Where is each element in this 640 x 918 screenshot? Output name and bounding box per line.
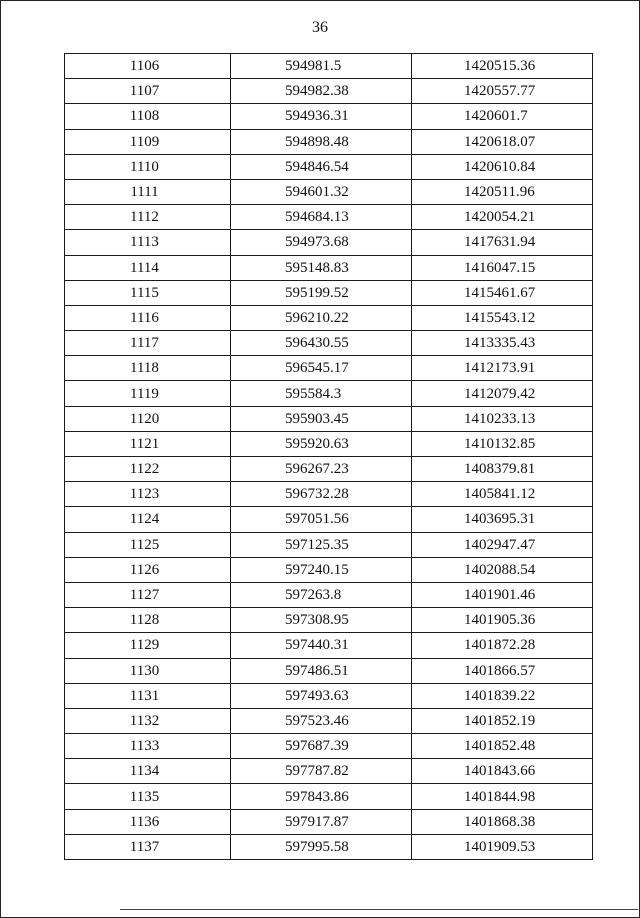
table-row (65, 809, 593, 834)
table-row (65, 305, 593, 330)
point-number-cell: 1132 (65, 708, 231, 733)
y-coordinate-cell: 1415543.12 (412, 305, 593, 330)
point-number-cell: 1109 (65, 129, 231, 154)
x-coordinate-cell: 597263.8 (231, 582, 412, 607)
x-coordinate-cell: 597125.35 (231, 532, 412, 557)
x-coordinate-cell: 595584.3 (231, 381, 412, 406)
x-coordinate-cell: 594898.48 (231, 129, 412, 154)
x-coordinate-cell: 594981.5 (231, 54, 412, 79)
point-number-cell: 1137 (65, 834, 231, 859)
coordinates-table-body (65, 54, 593, 860)
table-row (65, 54, 593, 79)
point-number-cell: 1106 (65, 54, 231, 79)
y-coordinate-cell: 1408379.81 (412, 457, 593, 482)
coordinates-table (64, 53, 593, 860)
x-coordinate-cell: 596267.23 (231, 457, 412, 482)
y-coordinate-cell: 1410233.13 (412, 406, 593, 431)
x-coordinate-cell: 594973.68 (231, 230, 412, 255)
table-row (65, 205, 593, 230)
y-coordinate-cell: 1401852.19 (412, 708, 593, 733)
point-number-cell: 1131 (65, 683, 231, 708)
table-row (65, 633, 593, 658)
point-number-cell: 1114 (65, 255, 231, 280)
y-coordinate-cell: 1401843.66 (412, 759, 593, 784)
point-number-cell: 1123 (65, 482, 231, 507)
x-coordinate-cell: 595148.83 (231, 255, 412, 280)
y-coordinate-cell: 1402947.47 (412, 532, 593, 557)
table-row (65, 230, 593, 255)
table-row (65, 381, 593, 406)
x-coordinate-cell: 597486.51 (231, 658, 412, 683)
point-number-cell: 1136 (65, 809, 231, 834)
point-number-cell: 1115 (65, 280, 231, 305)
y-coordinate-cell: 1412079.42 (412, 381, 593, 406)
page-number: 36 (312, 19, 328, 36)
x-coordinate-cell: 594982.38 (231, 79, 412, 104)
x-coordinate-cell: 594684.13 (231, 205, 412, 230)
x-coordinate-cell: 597787.82 (231, 759, 412, 784)
table-row (65, 658, 593, 683)
table-row (65, 179, 593, 204)
x-coordinate-cell: 597843.86 (231, 784, 412, 809)
point-number-cell: 1134 (65, 759, 231, 784)
table-row (65, 431, 593, 456)
table-row (65, 582, 593, 607)
y-coordinate-cell: 1401844.98 (412, 784, 593, 809)
point-number-cell: 1116 (65, 305, 231, 330)
x-coordinate-cell: 597995.58 (231, 834, 412, 859)
point-number-cell: 1110 (65, 154, 231, 179)
table-row (65, 104, 593, 129)
point-number-cell: 1130 (65, 658, 231, 683)
table-row (65, 708, 593, 733)
point-number-cell: 1135 (65, 784, 231, 809)
table-row (65, 406, 593, 431)
x-coordinate-cell: 594936.31 (231, 104, 412, 129)
y-coordinate-cell: 1401872.28 (412, 633, 593, 658)
x-coordinate-cell: 596210.22 (231, 305, 412, 330)
x-coordinate-cell: 597917.87 (231, 809, 412, 834)
table-row (65, 759, 593, 784)
x-coordinate-cell: 597687.39 (231, 734, 412, 759)
x-coordinate-cell: 597308.95 (231, 608, 412, 633)
x-coordinate-cell: 595903.45 (231, 406, 412, 431)
y-coordinate-cell: 1402088.54 (412, 557, 593, 582)
scan-edge-line (120, 909, 638, 910)
y-coordinate-cell: 1420610.84 (412, 154, 593, 179)
y-coordinate-cell: 1412173.91 (412, 356, 593, 381)
y-coordinate-cell: 1401868.38 (412, 809, 593, 834)
x-coordinate-cell: 595920.63 (231, 431, 412, 456)
y-coordinate-cell: 1420557.77 (412, 79, 593, 104)
point-number-cell: 1113 (65, 230, 231, 255)
table-row (65, 154, 593, 179)
x-coordinate-cell: 594601.32 (231, 179, 412, 204)
y-coordinate-cell: 1401839.22 (412, 683, 593, 708)
y-coordinate-cell: 1420511.96 (412, 179, 593, 204)
table-row (65, 129, 593, 154)
y-coordinate-cell: 1417631.94 (412, 230, 593, 255)
y-coordinate-cell: 1401852.48 (412, 734, 593, 759)
y-coordinate-cell: 1401909.53 (412, 834, 593, 859)
table-row (65, 557, 593, 582)
x-coordinate-cell: 597523.46 (231, 708, 412, 733)
table-row (65, 683, 593, 708)
point-number-cell: 1125 (65, 532, 231, 557)
table-row (65, 507, 593, 532)
table-row (65, 255, 593, 280)
x-coordinate-cell: 596430.55 (231, 331, 412, 356)
table-row (65, 482, 593, 507)
y-coordinate-cell: 1420054.21 (412, 205, 593, 230)
table-row (65, 608, 593, 633)
y-coordinate-cell: 1401866.57 (412, 658, 593, 683)
x-coordinate-cell: 596545.17 (231, 356, 412, 381)
x-coordinate-cell: 596732.28 (231, 482, 412, 507)
point-number-cell: 1120 (65, 406, 231, 431)
x-coordinate-cell: 595199.52 (231, 280, 412, 305)
point-number-cell: 1119 (65, 381, 231, 406)
point-number-cell: 1129 (65, 633, 231, 658)
table-row (65, 331, 593, 356)
point-number-cell: 1112 (65, 205, 231, 230)
y-coordinate-cell: 1410132.85 (412, 431, 593, 456)
y-coordinate-cell: 1401901.46 (412, 582, 593, 607)
y-coordinate-cell: 1420601.7 (412, 104, 593, 129)
x-coordinate-cell: 594846.54 (231, 154, 412, 179)
table-row (65, 280, 593, 305)
table-row (65, 457, 593, 482)
y-coordinate-cell: 1415461.67 (412, 280, 593, 305)
x-coordinate-cell: 597240.15 (231, 557, 412, 582)
y-coordinate-cell: 1403695.31 (412, 507, 593, 532)
table-row (65, 356, 593, 381)
point-number-cell: 1126 (65, 557, 231, 582)
table-row (65, 734, 593, 759)
point-number-cell: 1108 (65, 104, 231, 129)
point-number-cell: 1107 (65, 79, 231, 104)
x-coordinate-cell: 597051.56 (231, 507, 412, 532)
y-coordinate-cell: 1416047.15 (412, 255, 593, 280)
y-coordinate-cell: 1420618.07 (412, 129, 593, 154)
point-number-cell: 1121 (65, 431, 231, 456)
point-number-cell: 1127 (65, 582, 231, 607)
x-coordinate-cell: 597440.31 (231, 633, 412, 658)
table-row (65, 784, 593, 809)
point-number-cell: 1111 (65, 179, 231, 204)
point-number-cell: 1133 (65, 734, 231, 759)
y-coordinate-cell: 1420515.36 (412, 54, 593, 79)
point-number-cell: 1118 (65, 356, 231, 381)
point-number-cell: 1124 (65, 507, 231, 532)
point-number-cell: 1128 (65, 608, 231, 633)
table-row (65, 532, 593, 557)
point-number-cell: 1122 (65, 457, 231, 482)
table-row (65, 79, 593, 104)
x-coordinate-cell: 597493.63 (231, 683, 412, 708)
y-coordinate-cell: 1401905.36 (412, 608, 593, 633)
point-number-cell: 1117 (65, 331, 231, 356)
y-coordinate-cell: 1405841.12 (412, 482, 593, 507)
table-row (65, 834, 593, 859)
y-coordinate-cell: 1413335.43 (412, 331, 593, 356)
